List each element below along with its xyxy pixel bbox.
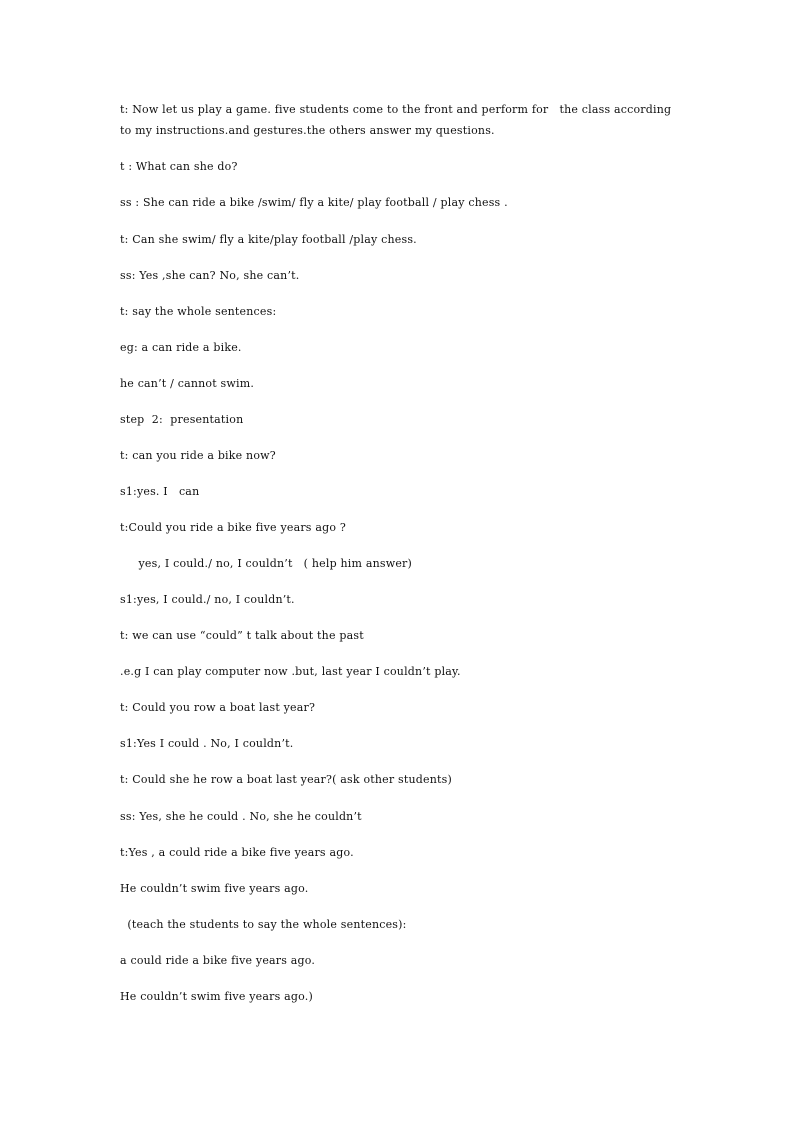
text-line: a could ride a bike five years ago. xyxy=(120,954,316,967)
text-line: s1:Yes I could . No, I couldn’t. xyxy=(120,737,294,750)
text-line: t : What can she do? xyxy=(120,160,238,173)
text-line: t: we can use “could” t talk about the past xyxy=(120,629,364,642)
text-line: t: Can she swim/ fly a kite/play football /play chess. xyxy=(120,233,417,246)
text-line: ss: Yes, she he could . No, she he couldn’t xyxy=(120,810,362,823)
text-line: eg: a can ride a bike. xyxy=(120,341,242,354)
text-line: t: Could she he row a boat last year?( ask other students) xyxy=(120,773,452,786)
text-line: t: Now let us play a game. five students come to the front and perform for the class according xyxy=(120,103,672,116)
text-line: He couldn’t swim five years ago.) xyxy=(120,990,313,1003)
text-line: ss : She can ride a bike /swim/ fly a kite/ play football / play chess . xyxy=(120,196,508,209)
section-heading: step 2: presentation xyxy=(120,413,244,426)
text-line: to my instructions.and gestures.the others answer my questions. xyxy=(120,124,495,137)
text-line: yes, I could./ no, I couldn’t ( help him answer) xyxy=(120,557,413,570)
text-line: (teach the students to say the whole sentences): xyxy=(120,918,407,931)
text-line: t: say the whole sentences: xyxy=(120,305,277,318)
text-line: t: can you ride a bike now? xyxy=(120,449,276,462)
text-line: t: Could you row a boat last year? xyxy=(120,701,316,714)
text-line: t:Could you ride a bike five years ago ? xyxy=(120,521,346,534)
text-line: s1:yes, I could./ no, I couldn’t. xyxy=(120,593,295,606)
text-line: t:Yes , a could ride a bike five years ago. xyxy=(120,846,354,859)
text-line: s1:yes. I can xyxy=(120,485,200,498)
text-line: .e.g I can play computer now .but, last year I couldn’t play. xyxy=(120,665,461,678)
text-line: he can’t / cannot swim. xyxy=(120,377,255,390)
text-line: He couldn’t swim five years ago. xyxy=(120,882,309,895)
text-line: ss: Yes ,she can? No, she can’t. xyxy=(120,269,300,282)
